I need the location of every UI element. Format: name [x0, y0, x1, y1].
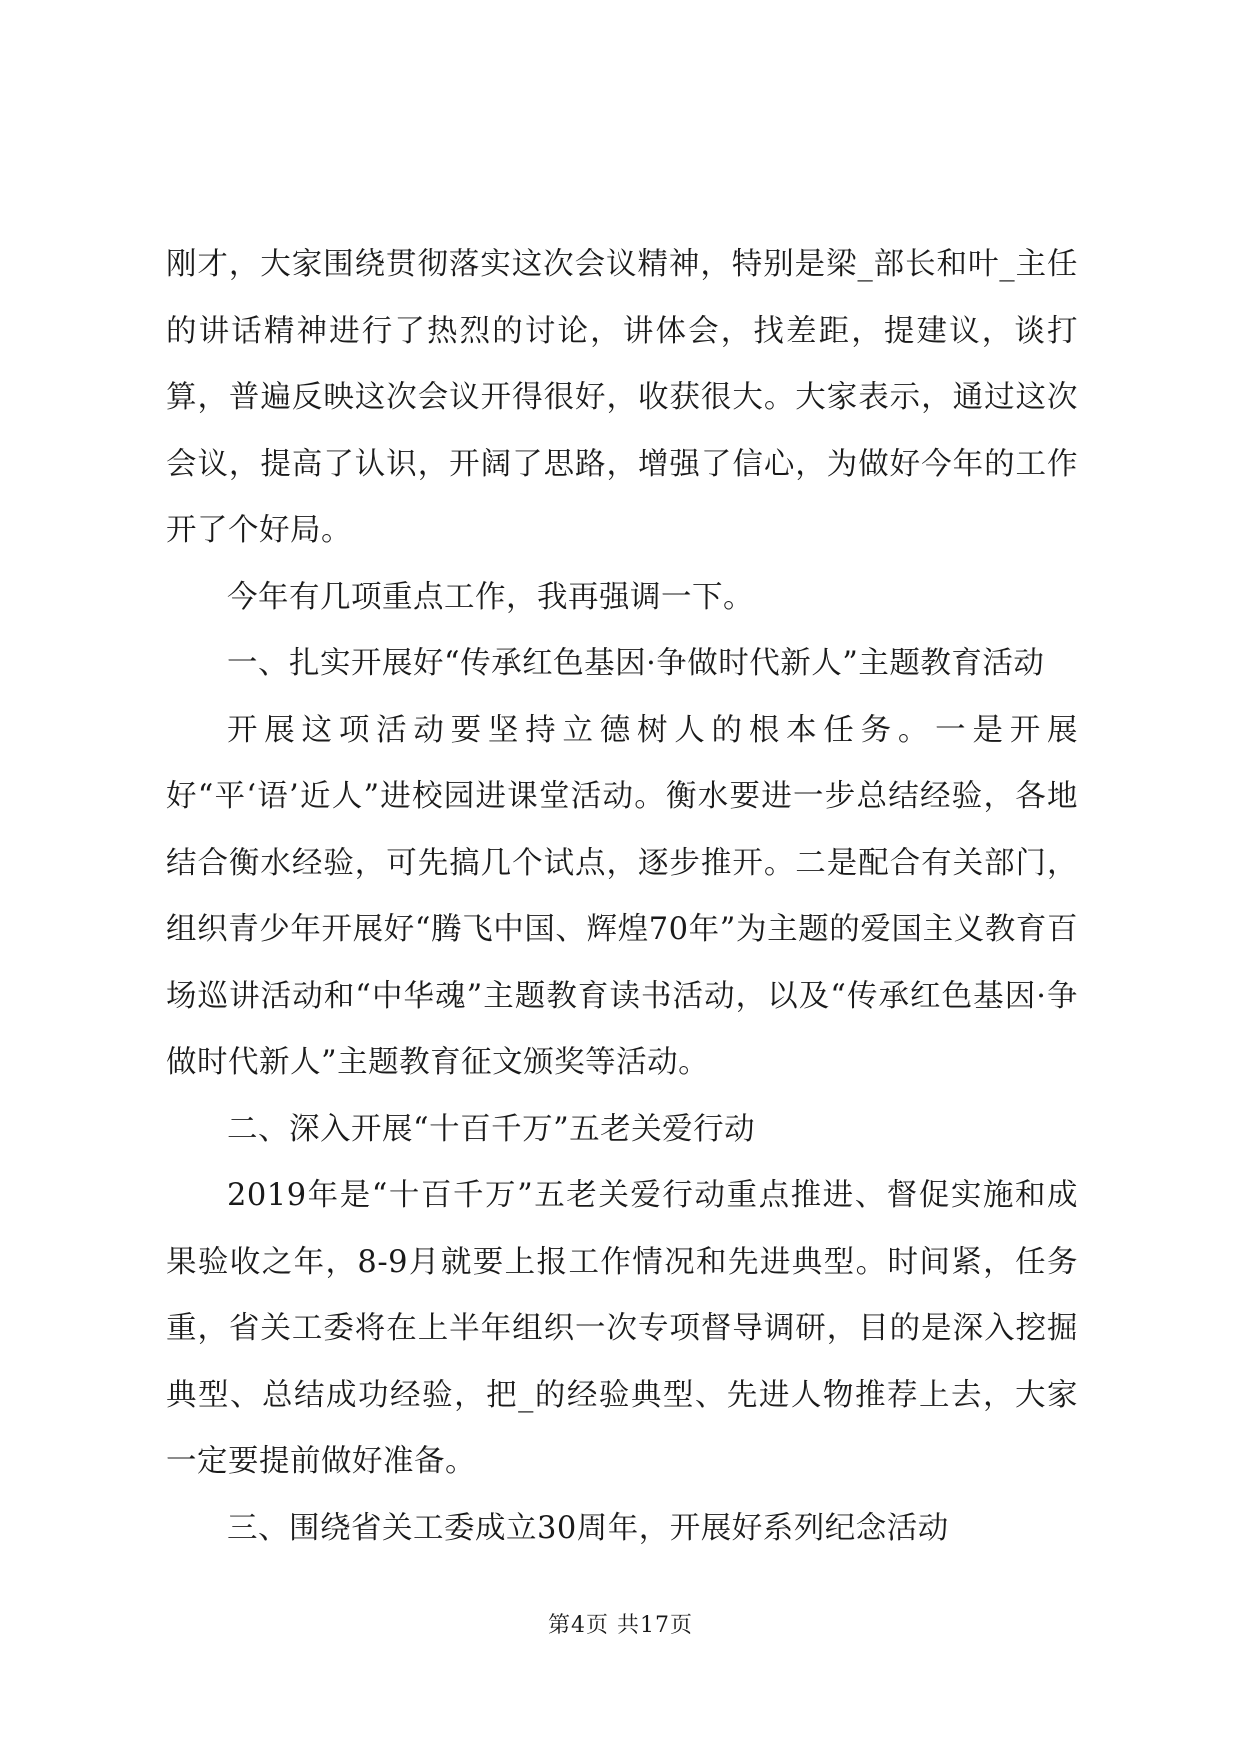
paragraph-opening: 刚才，大家围绕贯彻落实这次会议精神，特别是梁_部长和叶_主任的讲话精神进行了热烈的讨论，讲体会，找差距，提建议，谈打算，普遍反映这次会议开得很好，收获很大。大家表示，通过这次会议，提高了认识，开阔了思路，增强了信心，为做好今年的工作开了个好局。 [166, 247, 1078, 548]
paragraph-intro: 今年有几项重点工作，我再强调一下。 [227, 579, 754, 615]
heading-section-3: 三、围绕省关工委成立30周年，开展好系列纪念活动 [227, 1510, 949, 1546]
paragraph-section-2: 2019年是“十百千万”五老关爱行动重点推进、督促实施和成果验收之年，8-9月就要上报工作情况和先进典型。时间紧，任务重，省关工委将在上半年组织一次专项督导调研，目的是深入挖掘典型、总结成功经验，把_的经验典型、先进人物推荐上去，大家一定要提前做好准备。 [166, 1178, 1078, 1479]
heading-section-1: 一、扎实开展好“传承红色基因·争做时代新人”主题教育活动 [227, 646, 1045, 681]
document-body [166, 232, 1078, 1562]
page-number-footer: 第4页 共17页 [548, 1613, 693, 1638]
heading-section-2: 二、深入开展“十百千万”五老关爱行动 [227, 1111, 756, 1147]
paragraph-section-1: 开展这项活动要坚持立德树人的根本任务。一是开展好“平‘语’近人”进校园进课堂活动。衡水要进一步总结经验，各地结合衡水经验，可先搞几个试点，逐步推开。二是配合有关部门，组织青少年开展好“腾飞中国、辉煌70年”为主题的爱国主义教育百场巡讲活动和“中华魂”主题教育读书活动，以及“传承红色基因·争做时代新人”主题教育征文颁奖等活动。 [166, 712, 1078, 1080]
